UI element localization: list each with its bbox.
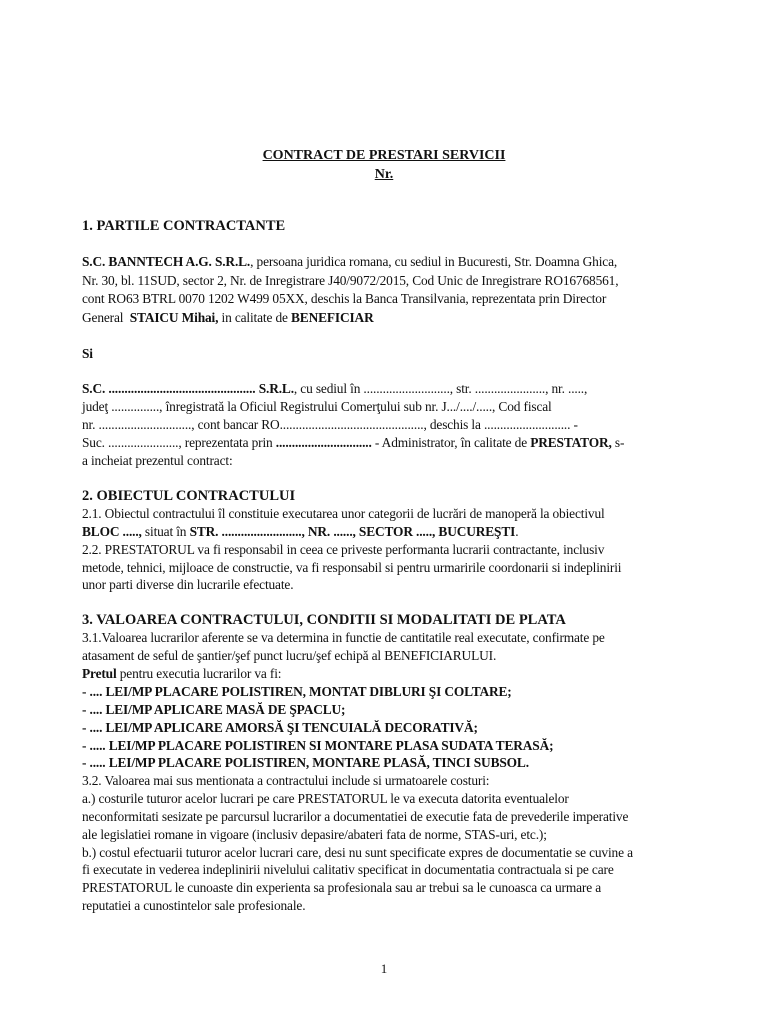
- provider-line-2: judeţ ..............., înregistrată la Oficiul Registrului Comerţului sub nr. J.../..../....., Cod fiscal: [82, 399, 552, 414]
- beneficiary-name: S.C. BANNTECH A.G. S.R.L.: [82, 254, 251, 269]
- clause-3-2-b-line: fi executate in vederea indeplinirii nivelului calitativ specificat in documentatia contractuala si pe care: [82, 862, 614, 877]
- provider-line-4: Suc. ......................, reprezentata prin .............................. - Administrator, în calitate de PRESTATOR, s-: [82, 435, 625, 450]
- conjunction: Si: [82, 346, 93, 361]
- beneficiary-line-4: General STAICU Mihai, in calitate de BENEFICIAR: [82, 310, 374, 325]
- price-item: - .... LEI/MP APLICARE MASĂ DE ŞPACLU;: [82, 702, 346, 717]
- price-item: - ..... LEI/MP PLACARE POLISTIREN, MONTARE PLASĂ, TINCI SUBSOL.: [82, 755, 529, 770]
- provider-role: PRESTATOR,: [530, 435, 612, 450]
- provider-line-5: a incheiat prezentul contract:: [82, 453, 233, 468]
- beneficiary-line-1: S.C. BANNTECH A.G. S.R.L., persoana juridica romana, cu sediul in Bucuresti, Str. Doamna Ghica,: [82, 254, 618, 269]
- beneficiary-line-3: cont RO63 BTRL 0070 1202 W499 05XX, deschis la Banca Transilvania, reprezentata prin Director: [82, 291, 607, 306]
- provider-line-1: S.C. .............................................. S.R.L., cu sediul în ..........................., str. ......................, nr. .....,: [82, 381, 588, 396]
- clause-2-2-line-3: unor parti diverse din lucrarile efectuate.: [82, 577, 294, 592]
- clause-3-1-line-1: 3.1.Valoarea lucrarilor aferente se va determina in functie de cantitatile real executate, confirmate pe: [82, 630, 605, 645]
- beneficiary-line-2: Nr. 30, bl. 11SUD, sector 2, Nr. de Inregistrare J40/9072/2015, Cod Unic de Inregistrare RO16768561,: [82, 273, 619, 288]
- page-number: 1: [380, 961, 388, 976]
- section-1-heading: 1. PARTILE CONTRACTANTE: [82, 218, 286, 234]
- clause-2-1-line-1: 2.1. Obiectul contractului îl constituie executarea unor categorii de lucrări de manoperă la obiectivul: [82, 506, 605, 521]
- section-3-heading: 3. VALOAREA CONTRACTULUI, CONDITII SI MODALITATI DE PLATA: [82, 612, 566, 628]
- price-item: - .... LEI/MP APLICARE AMORSĂ ŞI TENCUIALĂ DECORATIVĂ;: [82, 720, 478, 735]
- director-name: STAICU Mihai,: [129, 310, 219, 325]
- clause-3-1-line-2: atasament de seful de şantier/şef punct lucru/şef echipă al BENEFICIARULUI.: [82, 648, 497, 663]
- clause-3-2-a-line: a.) costurile tuturor acelor lucrari pe care PRESTATORUL le va executa datorita eventualelor: [82, 791, 569, 806]
- clause-3-2-b-line: PRESTATORUL le cunoaste din experienta sa profesionala sau ar trebui sa le cunoasca ca urmare a: [82, 880, 601, 895]
- contract-number: Nr.: [374, 167, 394, 182]
- provider-line-3: nr. ............................., cont bancar RO............................................., deschis la ........................... -: [82, 417, 578, 432]
- clause-3-2-b-line: b.) costul efectuarii tuturor acelor lucrari care, desi nu sunt specificate expres de documentatie se cuvine a: [82, 845, 633, 860]
- clause-3-2-b-line: reputatiei a cunostintelor sale profesionale.: [82, 898, 306, 913]
- price-item: - .... LEI/MP PLACARE POLISTIREN, MONTAT DIBLURI ŞI COLTARE;: [82, 684, 512, 699]
- clause-3-2-a-line: ale legislatiei romane in vigoare (inclusiv depasire/abateri fata de norme, STAS-uri, etc.);: [82, 827, 547, 842]
- clause-2-2-line-2: metode, tehnici, mijloace de constructie, va fi responsabil si pentru urmaririle coordonarii si indeplinirii: [82, 560, 622, 575]
- price-intro: Pretul pentru executia lucrarilor va fi:: [82, 666, 282, 681]
- clause-2-1-line-2: BLOC ....., situat în STR. ........................., NR. ......, SECTOR ....., BUCUREŞTI.: [82, 524, 519, 539]
- clause-3-2-a-line: neconformitati sesizate pe parcursul lucrarilor a documentatiei de executie fata de prevederile imperative: [82, 809, 629, 824]
- clause-2-2-line-1: 2.2. PRESTATORUL va fi responsabil in ceea ce priveste performanta lucrarii contractante, inclusiv: [82, 542, 605, 557]
- clause-3-2: 3.2. Valoarea mai sus mentionata a contractului include si urmatoarele costuri:: [82, 773, 490, 788]
- provider-name: S.C. .............................................. S.R.L.: [82, 381, 294, 396]
- document-title: CONTRACT DE PRESTARI SERVICII: [262, 148, 506, 163]
- beneficiary-role: BENEFICIAR: [291, 310, 374, 325]
- section-2-heading: 2. OBIECTUL CONTRACTULUI: [82, 488, 296, 504]
- price-item: - ..... LEI/MP PLACARE POLISTIREN SI MONTARE PLASA SUDATA TERASĂ;: [82, 738, 554, 753]
